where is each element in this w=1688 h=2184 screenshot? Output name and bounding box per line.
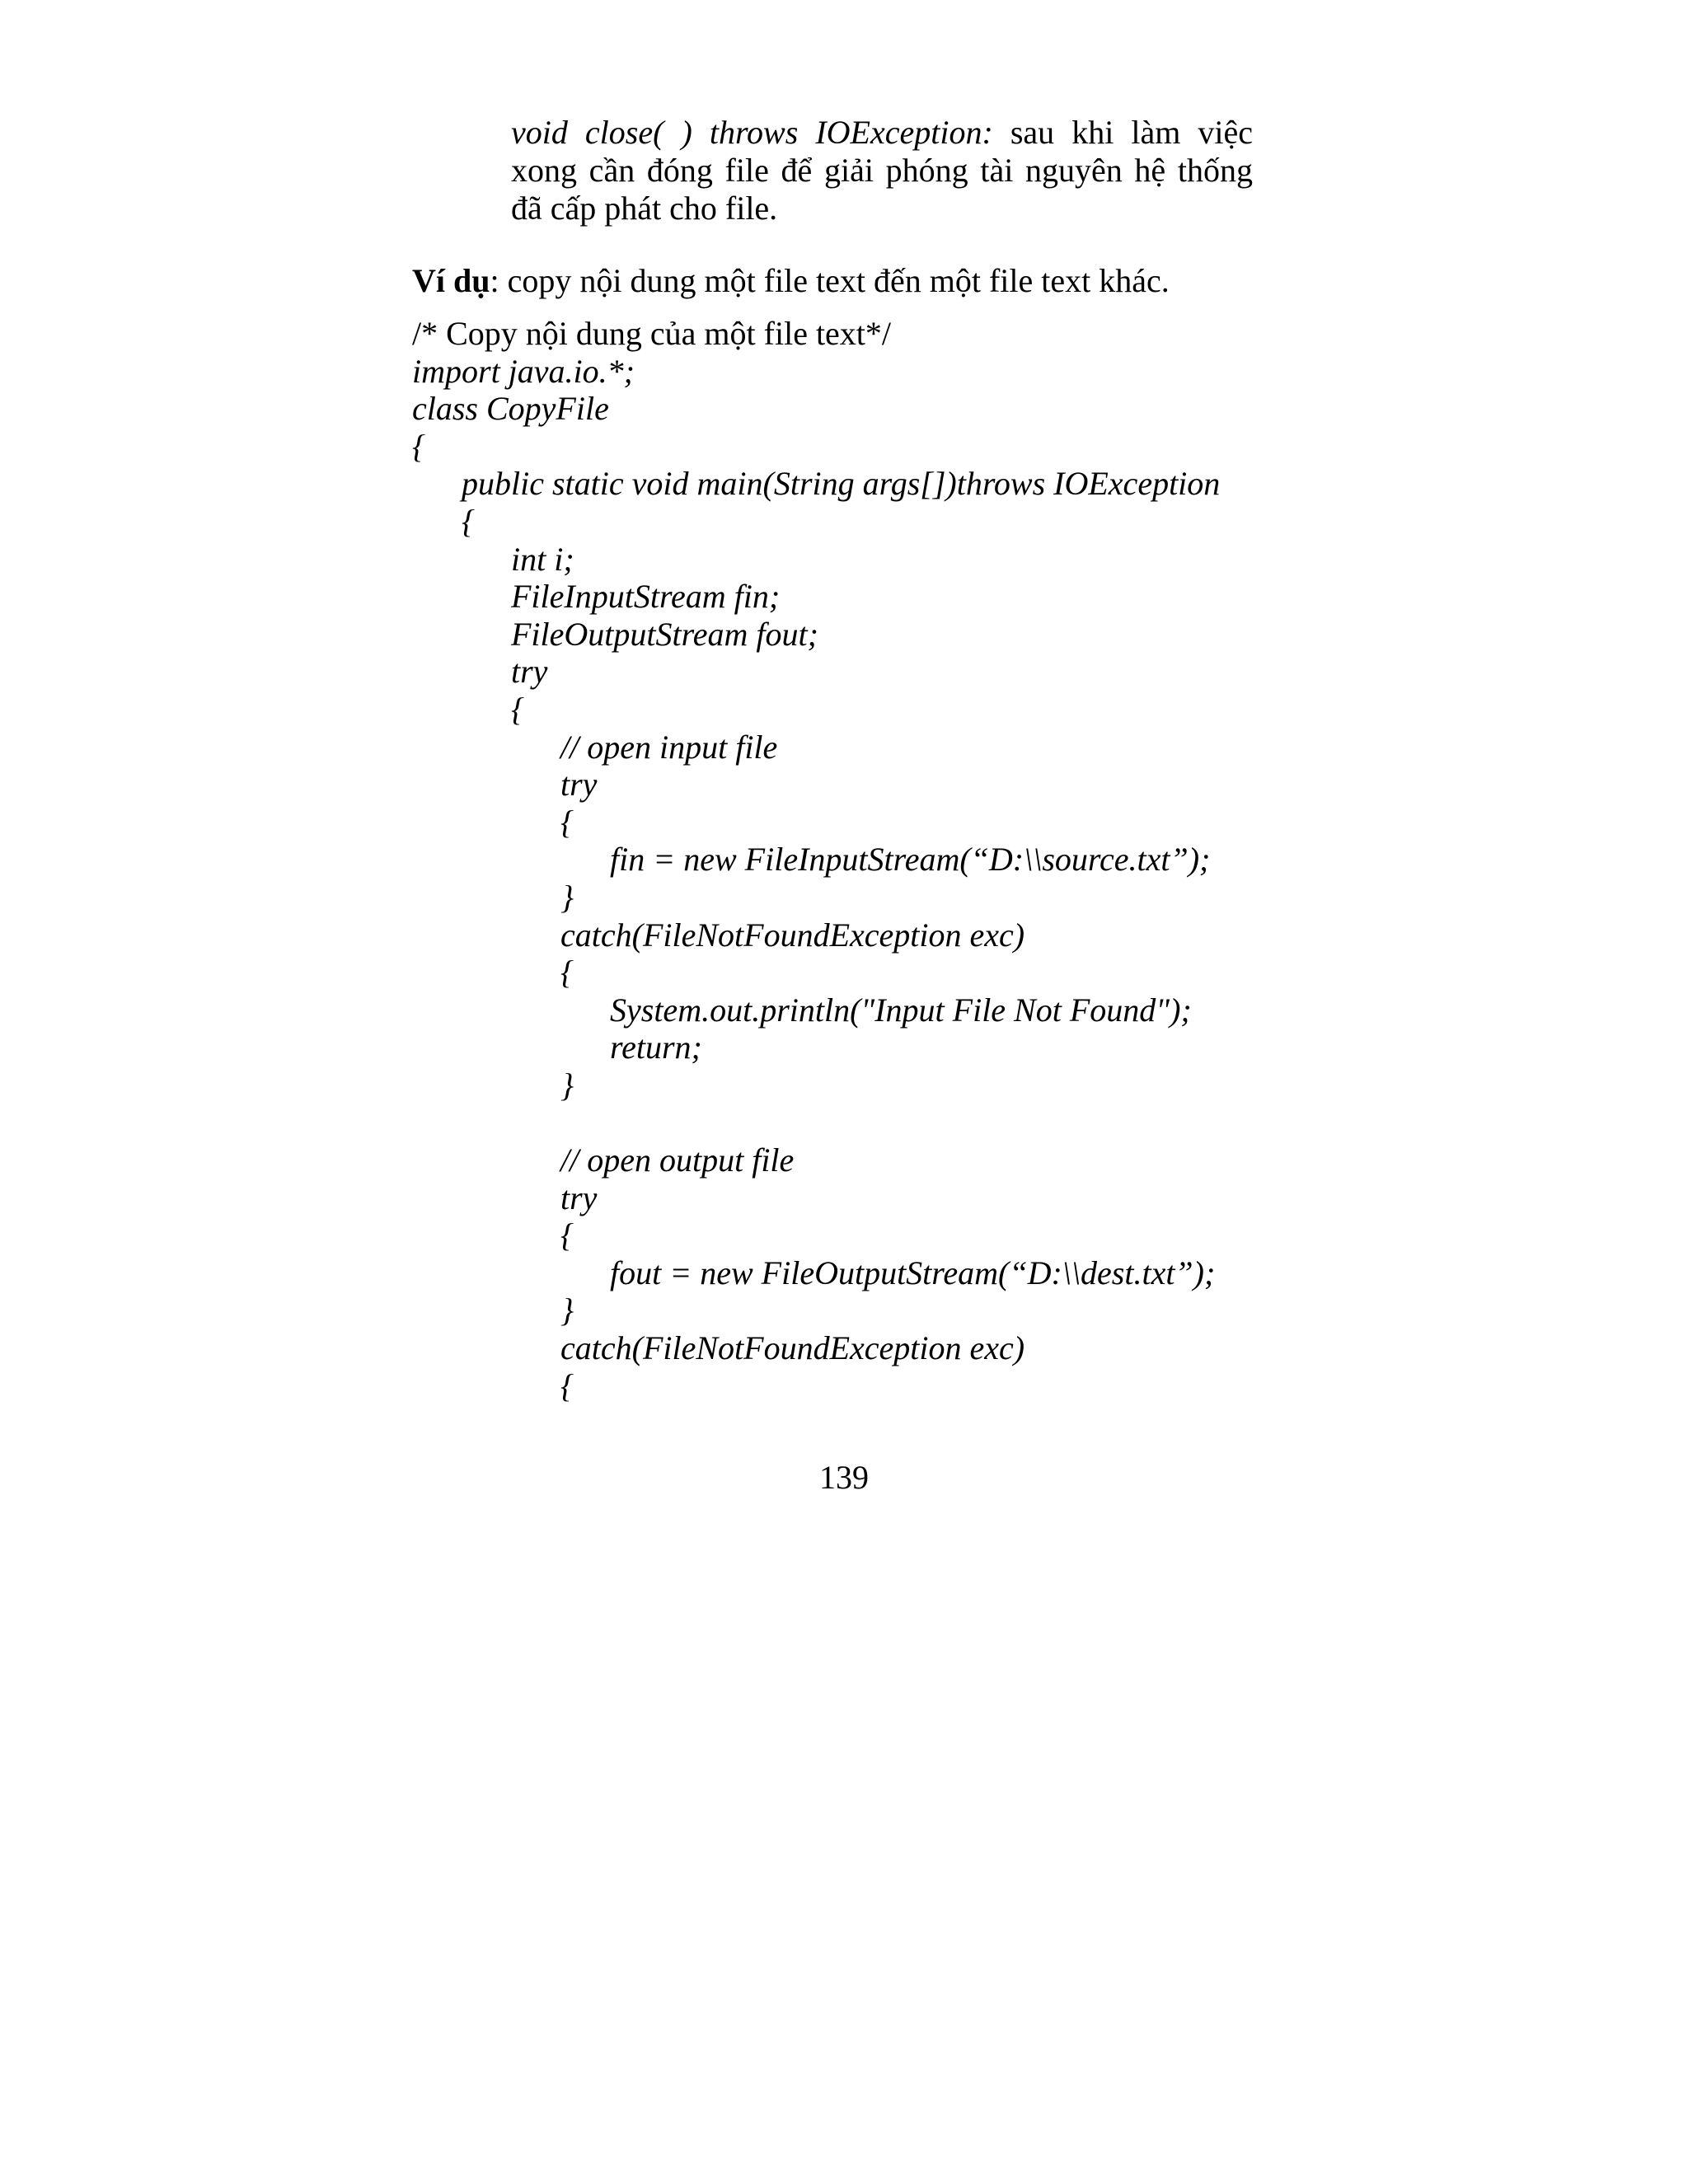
code-line: { bbox=[560, 1216, 574, 1254]
code-line: catch(FileNotFoundException exc) bbox=[560, 916, 1025, 954]
code-line: catch(FileNotFoundException exc) bbox=[560, 1329, 1025, 1367]
code-line: { bbox=[560, 954, 574, 991]
code-line: class CopyFile bbox=[412, 390, 609, 428]
method-description-text: sau khi làm việc xong cần đóng file để giải phóng tài nguyên hệ thống đã cấp phát cho file. bbox=[511, 114, 1253, 227]
code-line: { bbox=[560, 803, 574, 841]
code-line: } bbox=[560, 1066, 574, 1104]
code-line: { bbox=[462, 502, 475, 540]
code-line: // open input file bbox=[560, 728, 778, 766]
code-line: fout = new FileOutputStream(“D:\\dest.txt”); bbox=[610, 1254, 1216, 1291]
example-label: Ví dụ bbox=[412, 262, 490, 299]
method-description bbox=[511, 114, 1253, 227]
code-line: try bbox=[511, 653, 548, 691]
code-line: public static void main(String args[])throws IOException bbox=[462, 465, 1221, 503]
code-line: fin = new FileInputStream(“D:\\source.txt”); bbox=[610, 841, 1211, 879]
code-line-blank bbox=[412, 1104, 1220, 1141]
code-line: import java.io.*; bbox=[412, 352, 635, 390]
code-line: { bbox=[412, 427, 425, 465]
method-separator: : bbox=[982, 114, 993, 151]
example-intro bbox=[412, 262, 1170, 300]
example-text: : copy nội dung một file text đến một file text khác. bbox=[490, 262, 1170, 299]
code-line: try bbox=[560, 766, 598, 804]
code-line: FileOutputStream fout; bbox=[511, 615, 818, 653]
code-line: { bbox=[511, 690, 524, 728]
method-signature: void close( ) throws IOException bbox=[511, 114, 982, 151]
code-line: /* Copy nội dung của một file text*/ bbox=[412, 315, 892, 352]
code-line: { bbox=[560, 1366, 574, 1404]
code-line: try bbox=[560, 1179, 598, 1216]
code-line: } bbox=[560, 1291, 574, 1329]
code-line: // open output file bbox=[560, 1141, 795, 1179]
page-number: 139 bbox=[819, 1459, 869, 1496]
code-line: System.out.println("Input File Not Found"); bbox=[610, 991, 1192, 1029]
code-line: return; bbox=[610, 1029, 702, 1066]
code-line: FileInputStream fin; bbox=[511, 578, 781, 616]
code-line: } bbox=[560, 878, 574, 916]
code-line: int i; bbox=[511, 540, 574, 578]
code-block bbox=[412, 315, 1220, 1404]
